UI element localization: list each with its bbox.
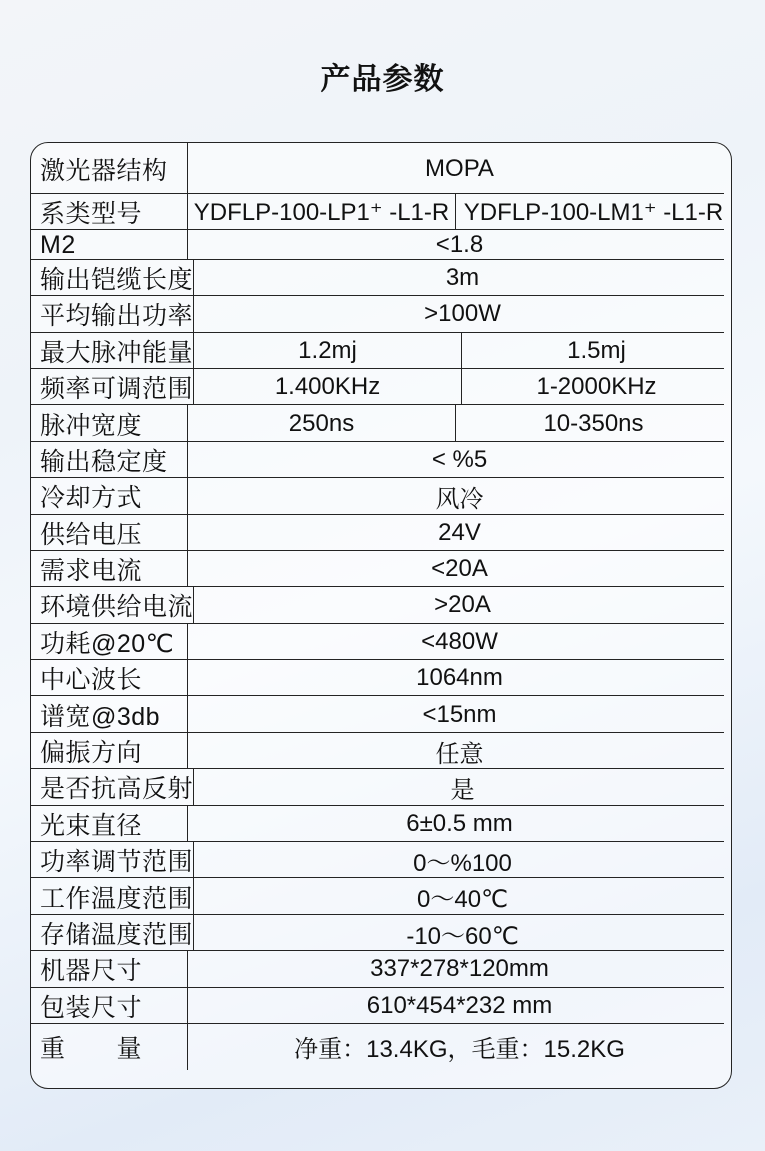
row-value: <480W xyxy=(421,627,498,655)
row-value: 风冷 xyxy=(435,485,484,513)
table-row xyxy=(31,260,731,296)
row-value: < %5 xyxy=(431,445,488,473)
table-row xyxy=(31,405,731,441)
row-value: <20A xyxy=(431,555,488,583)
table-row xyxy=(31,587,731,623)
row-label: 机器尺寸 xyxy=(31,951,188,987)
row-label: 功率调节范围 xyxy=(31,842,194,878)
spec-table xyxy=(30,142,732,1089)
row-value: <1.8 xyxy=(435,231,484,259)
row-label: 工作温度范围 xyxy=(31,878,194,914)
row-value: YDFLP-100-LM1⁺ -L1-R xyxy=(463,198,724,226)
row-label: 光束直径 xyxy=(31,806,188,842)
table-row xyxy=(31,369,731,405)
row-value: 1.5mj xyxy=(567,336,626,364)
table-row xyxy=(31,143,731,194)
row-label: 谱宽@3db xyxy=(31,696,188,732)
row-label: 脉冲宽度 xyxy=(31,405,188,441)
row-value: 0～%100 xyxy=(413,849,512,877)
table-row xyxy=(31,878,731,914)
table-row xyxy=(31,478,731,514)
table-row xyxy=(31,696,731,732)
row-value: 10-350ns xyxy=(543,409,644,437)
row-label: 平均输出功率 xyxy=(31,296,194,332)
table-row xyxy=(31,296,731,332)
row-value: 1064nm xyxy=(416,664,503,692)
row-label: 供给电压 xyxy=(31,515,188,551)
table-row xyxy=(31,624,731,660)
row-label: 频率可调范围 xyxy=(31,369,194,405)
row-value: -10～60℃ xyxy=(406,922,519,950)
table-row xyxy=(31,1024,731,1088)
table-row xyxy=(31,915,731,951)
row-label: 包装尺寸 xyxy=(31,988,188,1024)
row-label: 中心波长 xyxy=(31,660,188,696)
row-value: MOPA xyxy=(425,154,494,182)
table-row xyxy=(31,515,731,551)
table-row xyxy=(31,988,731,1024)
row-label: 冷却方式 xyxy=(31,478,188,514)
row-value: 净重：13.4KG，毛重：15.2KG xyxy=(294,1036,625,1064)
row-value: 1-2000KHz xyxy=(536,373,657,401)
table-row xyxy=(31,230,731,259)
row-value: <15nm xyxy=(422,700,497,728)
row-value: 24V xyxy=(438,518,481,546)
row-label: 偏振方向 xyxy=(31,733,188,769)
row-value: 250ns xyxy=(188,405,456,441)
row-value: 337*278*120mm xyxy=(370,955,549,983)
table-row xyxy=(31,806,731,842)
row-value: 610*454*232 mm xyxy=(366,991,553,1019)
row-label: 输出铠缆长度 xyxy=(31,260,194,296)
row-label: 环境供给电流 xyxy=(31,587,194,623)
table-row xyxy=(31,333,731,369)
row-label: 是否抗高反射 xyxy=(31,769,194,805)
row-label: 需求电流 xyxy=(31,551,188,587)
row-label: M2 xyxy=(31,230,188,259)
table-row xyxy=(31,769,731,805)
table-row xyxy=(31,842,731,878)
row-label: 最大脉冲能量 xyxy=(31,333,194,369)
row-value: 1.400KHz xyxy=(194,369,462,405)
table-row xyxy=(31,733,731,769)
page-title: 产品参数 xyxy=(320,63,445,96)
table-row xyxy=(31,194,731,230)
row-label: 输出稳定度 xyxy=(31,442,188,478)
row-value: YDFLP-100-LP1⁺ -L1-R xyxy=(188,194,456,230)
row-value: 0～40℃ xyxy=(417,886,508,914)
row-value: 任意 xyxy=(435,740,484,768)
row-label: 系类型号 xyxy=(31,194,188,230)
row-value: >100W xyxy=(424,300,501,328)
row-value: >20A xyxy=(434,591,491,619)
row-value: 6±0.5 mm xyxy=(406,809,513,837)
table-row xyxy=(31,951,731,987)
row-label: 激光器结构 xyxy=(31,143,188,194)
row-value: 3m xyxy=(445,263,480,291)
row-value: 1.2mj xyxy=(194,333,462,369)
row-value: 是 xyxy=(450,776,475,804)
table-row xyxy=(31,551,731,587)
table-row xyxy=(31,442,731,478)
row-label: 存储温度范围 xyxy=(31,915,194,951)
row-label: 功耗@20℃ xyxy=(31,624,188,660)
row-label: 重 量 xyxy=(31,1024,188,1070)
table-row xyxy=(31,660,731,696)
